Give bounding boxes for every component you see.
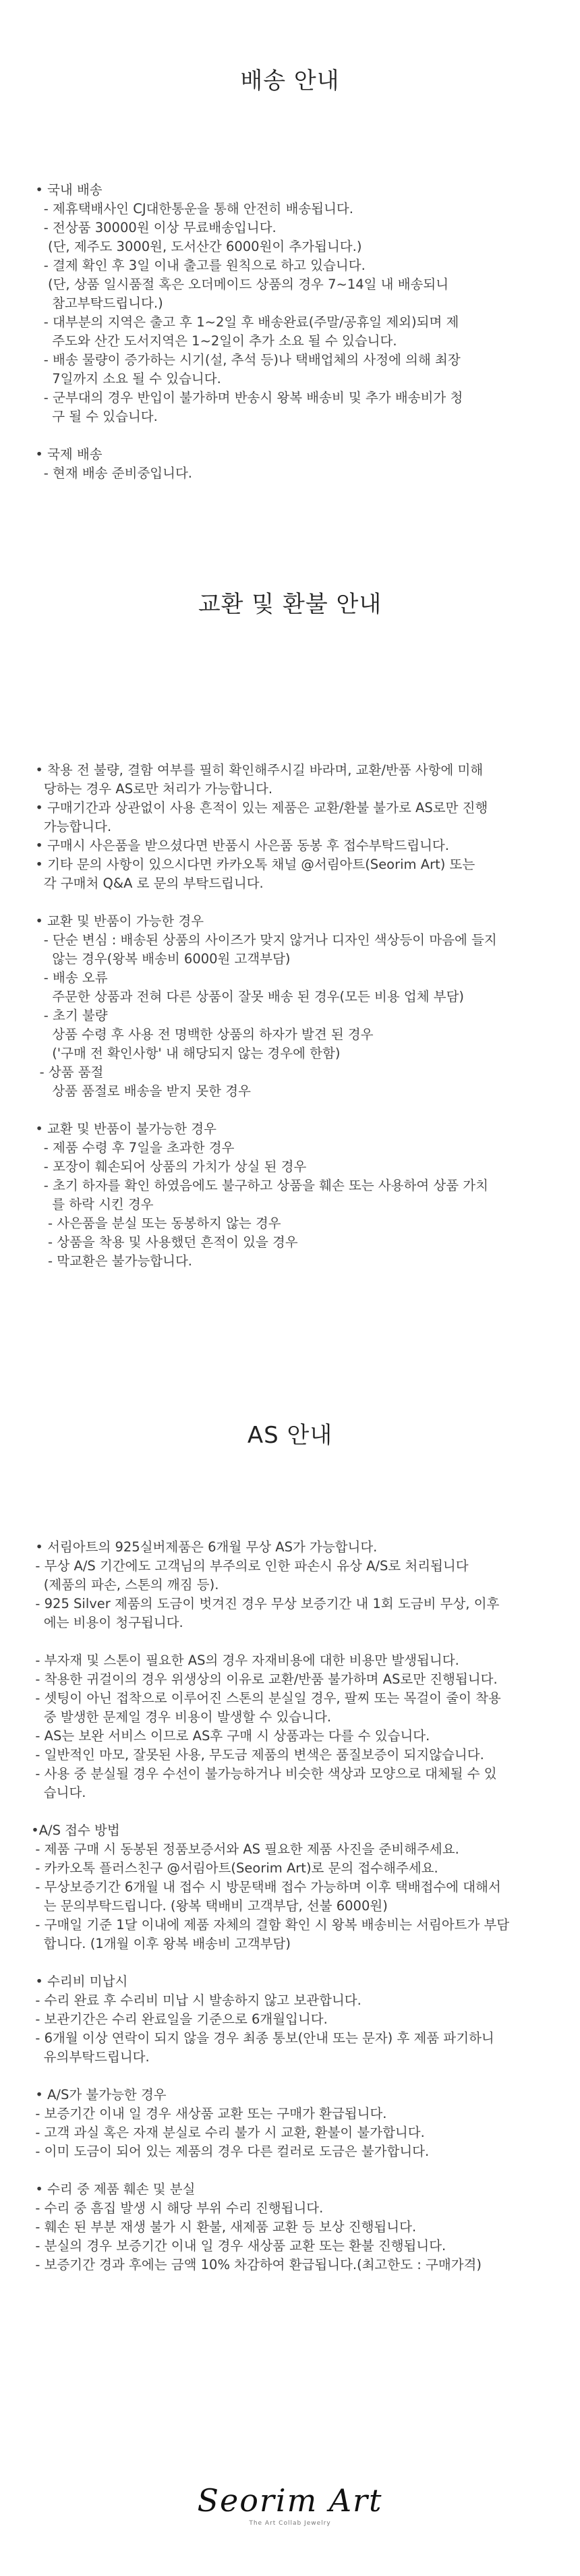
exchange-line: - 막교환은 불가능합니다. [27, 1253, 192, 1269]
shipping-line: • 국제 배송 [27, 447, 103, 462]
shipping-line: 주도와 산간 도서지역은 1~2일이 추가 소요 될 수 있습니다. [27, 333, 397, 349]
exchange-line: • 교환 및 반품이 가능한 경우 [27, 913, 204, 929]
line-gap [27, 2067, 560, 2086]
line-gap [27, 1953, 560, 1972]
exchange-content [27, 761, 560, 1271]
exchange-line: • 착용 전 불량, 결함 여부를 필히 확인해주시길 바라며, 교환/반품 사항에 미해 [27, 762, 484, 778]
as-line: - 훼손 된 부분 재생 불가 시 환불, 새제품 교환 등 보상 진행됩니다. [27, 2219, 417, 2235]
as-line: •A/S 접수 방법 [27, 1823, 120, 1838]
as-line: - 분실의 경우 보증기간 이내 일 경우 새상품 교환 또는 환불 진행됩니다. [27, 2238, 446, 2254]
shipping-line: - 현재 배송 준비중입니다. [27, 465, 192, 481]
as-line: 합니다. (1개월 이후 왕복 배송비 고객부담) [27, 1936, 291, 1951]
line-gap [27, 2161, 560, 2180]
shipping-line: - 결제 확인 후 3일 이내 출고를 원칙으로 하고 있습니다. [27, 258, 366, 273]
line-gap [27, 1632, 560, 1651]
shipping-line: • 국내 배송 [27, 182, 103, 198]
as-line: 에는 비용이 청구됩니다. [27, 1615, 183, 1630]
exchange-line: - 상품 품절 [27, 1064, 104, 1080]
exchange-line: • 기타 문의 사항이 있으시다면 카카오톡 채널 @서림아트(Seorim Art) 또는 [27, 857, 475, 872]
exchange-line: ('구매 전 확인사항' 내 해당되지 않는 경우에 한함) [27, 1046, 341, 1061]
as-line: 중 발생한 문제일 경우 비용이 발생할 수 있습니다. [27, 1709, 332, 1725]
exchange-line: - 포장이 훼손되어 상품의 가치가 상실 된 경우 [27, 1159, 307, 1174]
as-line: - 6개월 이상 연락이 되지 않을 경우 최종 통보(안내 또는 문자) 후 제품 파기하니 [27, 2030, 494, 2046]
brand-tagline: The Art Collab Jewelry [249, 2520, 331, 2527]
shipping-line: - 배송 물량이 증가하는 시기(설, 추석 등)나 택배업체의 사정에 의해 최장 [27, 352, 461, 368]
as-line: - 제품 구매 시 동봉된 정품보증서와 AS 필요한 제품 사진을 준비해주세요. [27, 1841, 459, 1857]
exchange-line: 당하는 경우 AS로만 처리가 가능합니다. [27, 781, 273, 797]
as-line: • A/S가 불가능한 경우 [27, 2087, 167, 2102]
as-line: - 고객 과실 혹은 자재 분실로 수리 불가 시 교환, 환불이 불가합니다. [27, 2125, 425, 2140]
exchange-line: - 상품을 착용 및 사용했던 흔적이 있을 경우 [27, 1234, 298, 1250]
exchange-line: 를 하락 시킨 경우 [27, 1197, 154, 1212]
as-line: - AS는 보완 서비스 이므로 AS후 구매 시 상품과는 다를 수 있습니다. [27, 1728, 430, 1744]
as-line: • 수리비 미납시 [27, 1974, 128, 1989]
as-line: - 부자재 및 스톤이 필요한 AS의 경우 자재비용에 대한 비용만 발생됩니다. [27, 1653, 459, 1668]
line-gap [27, 893, 560, 912]
as-title: AS 안내 [247, 1422, 333, 1449]
exchange-line: - 제품 수령 후 7일을 초과한 경우 [27, 1140, 235, 1155]
shipping-line: (단, 제주도 3000원, 도서산간 6000원이 추가됩니다.) [27, 239, 362, 254]
as-line: - 수리 완료 후 수리비 미납 시 발송하지 않고 보관합니다. [27, 1993, 361, 2008]
as-line: • 수리 중 제품 훼손 및 분실 [27, 2181, 196, 2197]
as-line: - 셋팅이 아닌 접착으로 이루어진 스톤의 분실일 경우, 팔찌 또는 목걸이 줄이 착용 [27, 1690, 501, 1706]
exchange-line: • 교환 및 반품이 불가능한 경우 [27, 1121, 216, 1137]
shipping-line: - 제휴택배사인 CJ대한통운을 통해 안전히 배송됩니다. [27, 201, 353, 217]
as-line: - 보증기간 경과 후에는 금액 10% 차감하여 환급됩니다.(최고한도 : 구매가격) [27, 2257, 482, 2272]
exchange-line: 상품 품절로 배송을 받지 못한 경우 [27, 1083, 251, 1099]
as-line: - 무상 A/S 기간에도 고객님의 부주의로 인한 파손시 유상 A/S로 처리됩니다 [27, 1558, 469, 1574]
exchange-line: 주문한 상품과 전혀 다른 상품이 잘못 배송 된 경우(모든 비용 업체 부담) [27, 989, 465, 1004]
line-gap [27, 1802, 560, 1821]
exchange-line: 상품 수령 후 사용 전 명백한 상품의 하자가 발견 된 경우 [27, 1027, 374, 1042]
as-line: - 카카오톡 플러스친구 @서림아트(Seorim Art)로 문의 접수해주세요. [27, 1860, 438, 1876]
exchange-line: - 초기 불량 [27, 1008, 108, 1023]
exchange-line: - 단순 변심 : 배송된 상품의 사이즈가 맞지 않거나 디자인 색상등이 마음에 들지 [27, 932, 497, 948]
as-line: - 무상보증기간 6개월 내 접수 시 방문택배 접수 가능하며 이후 택배접수에 대해서 [27, 1879, 501, 1895]
exchange-line: 않는 경우(왕복 배송비 6000원 고객부담) [27, 951, 291, 967]
shipping-line: (단, 상품 일시품절 혹은 오더메이드 상품의 경우 7~14일 내 배송되니 [27, 277, 449, 292]
shipping-content [27, 181, 560, 483]
exchange-line: • 구매시 사은품을 받으셨다면 반품시 사은품 동봉 후 접수부탁드립니다. [27, 838, 449, 853]
exchange-line: - 배송 오류 [27, 970, 108, 985]
as-line: - 구매일 기준 1달 이내에 제품 자체의 결함 확인 시 왕복 배송비는 서림아트가 부담 [27, 1917, 510, 1933]
shipping-line: - 대부분의 지역은 출고 후 1~2일 후 배송완료(주말/공휴일 제외)되며 제 [27, 314, 459, 330]
shipping-line: - 전상품 30000원 이상 무료배송입니다. [27, 220, 277, 235]
as-line: - 이미 도금이 되어 있는 제품의 경우 다른 컬러로 도금은 불가합니다. [27, 2144, 430, 2159]
exchange-line: - 초기 하자를 확인 하였음에도 불구하고 상품을 훼손 또는 사용하여 상품 가치 [27, 1178, 488, 1193]
as-line: - 보관기간은 수리 완료일을 기준으로 6개월입니다. [27, 2011, 328, 2027]
as-line: - 사용 중 분실될 경우 수선이 불가능하거나 비슷한 색상과 모양으로 대체될 수 있 [27, 1766, 497, 1781]
as-line: • 서림아트의 925실버제품은 6개월 무상 AS가 가능합니다. [27, 1539, 378, 1555]
shipping-title: 배송 안내 [240, 67, 340, 94]
as-content [27, 1538, 560, 2274]
shipping-line: 7일까지 소요 될 수 있습니다. [27, 371, 221, 387]
exchange-line: • 구매기간과 상관없이 사용 흔적이 있는 제품은 교환/환불 불가로 AS로만 진행 [27, 800, 488, 815]
shipping-line: 구 될 수 있습니다. [27, 409, 158, 424]
brand-logo-script: Seorim Art [197, 2482, 383, 2519]
as-line: 는 문의부탁드립니다. (왕복 택배비 고객부담, 선불 6000원) [27, 1898, 388, 1914]
as-line: 습니다. [27, 1785, 86, 1800]
shipping-line: - 군부대의 경우 반입이 불가하며 반송시 왕복 배송비 및 추가 배송비가 청 [27, 390, 463, 405]
exchange-line: 가능합니다. [27, 819, 112, 834]
line-gap [27, 426, 560, 445]
as-line: - 일반적인 마모, 잘못된 사용, 무도금 제품의 변색은 품질보증이 되지않습니다. [27, 1747, 484, 1763]
as-line: 유의부탁드립니다. [27, 2049, 150, 2065]
shipping-line: 참고부탁드립니다.) [27, 295, 163, 311]
as-line: - 보증기간 이내 일 경우 새상품 교환 또는 구매가 환급됩니다. [27, 2106, 387, 2121]
as-line: - 착용한 귀걸이의 경우 위생상의 이유로 교환/반품 불가하며 AS로만 진행됩니다. [27, 1671, 498, 1687]
exchange-title: 교환 및 환불 안내 [198, 591, 382, 618]
brand-logo [0, 2482, 580, 2527]
exchange-line: 각 구매처 Q&A 로 문의 부탁드립니다. [27, 876, 264, 891]
as-line: - 925 Silver 제품의 도금이 벗겨진 경우 무상 보증기간 내 1회 도금비 무상, 이후 [27, 1596, 500, 1611]
exchange-line: - 사은품을 분실 또는 동봉하지 않는 경우 [27, 1215, 281, 1231]
line-gap [27, 1101, 560, 1120]
as-line: (제품의 파손, 스톤의 깨짐 등). [27, 1577, 219, 1593]
as-line: - 수리 중 흠집 발생 시 해당 부위 수리 진행됩니다. [27, 2200, 324, 2216]
